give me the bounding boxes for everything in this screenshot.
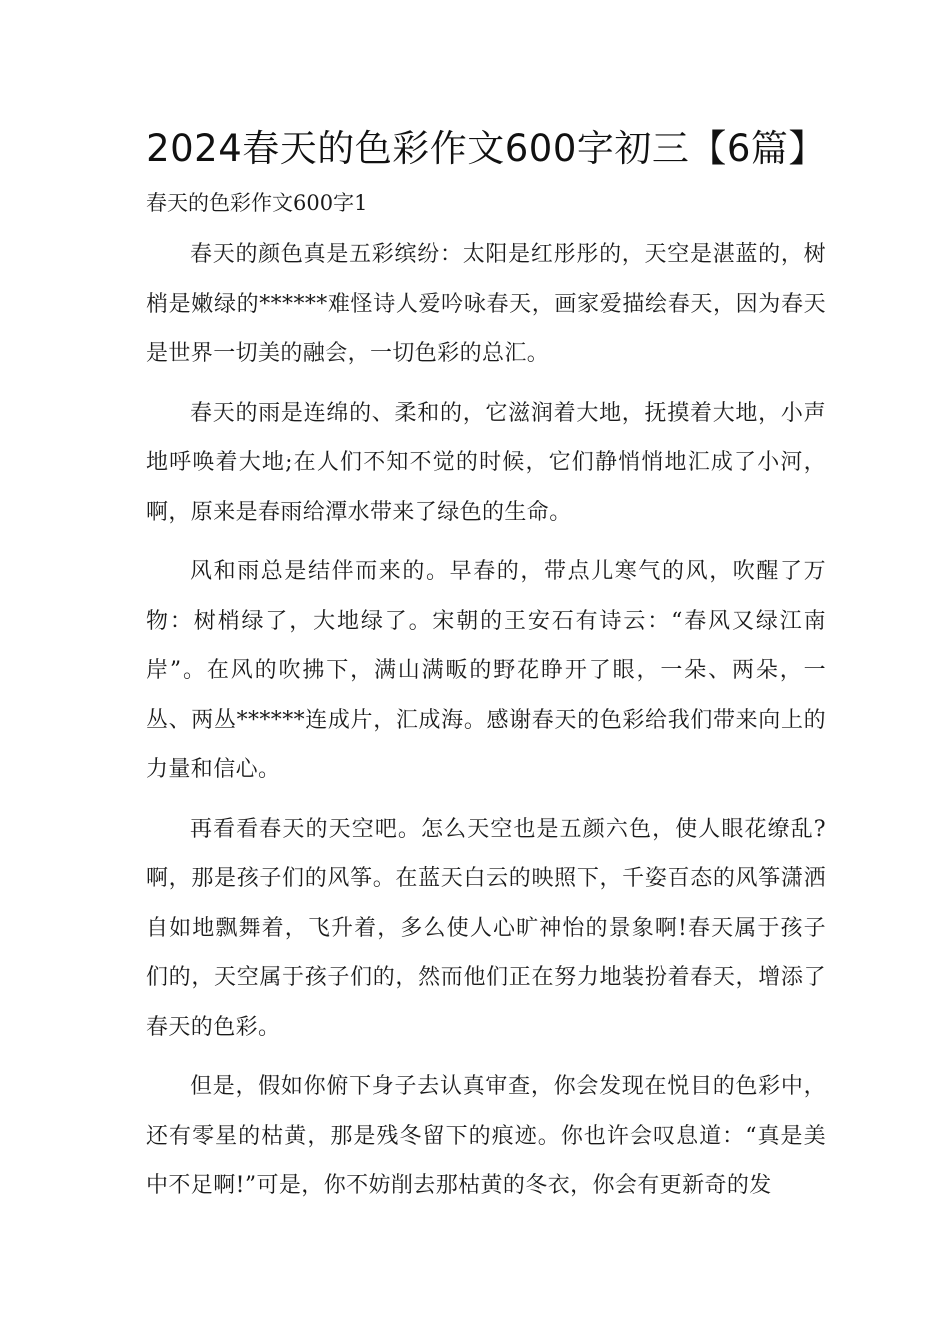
paragraph: 春天的雨是连绵的、柔和的，它滋润着大地，抚摸着大地，小声地呼唤着大地;在人们不知不觉的时候，它们静悄悄地汇成了小河，啊，原来是春雨给潭水带来了绿色的生命。 [146,400,826,525]
document-title: 2024春天的色彩作文600字初三【6篇】 [146,127,826,170]
document-page [146,126,826,1211]
paragraph: 风和雨总是结伴而来的。早春的，带点儿寒气的风，吹醒了万物：树梢绿了，大地绿了。宋朝的王安石有诗云：“春风又绿江南岸”。在风的吹拂下，满山满畈的野花睁开了眼，一朵、两朵，一丛、两丛******连成片，汇成海。感谢春天的色彩给我们带来向上的力量和信心。 [146,559,826,782]
paragraph: 但是，假如你俯下身子去认真审查，你会发现在悦目的色彩中，还有零星的枯黄，那是残冬留下的痕迹。你也许会叹息道：“真是美中不足啊!”可是，你不妨削去那枯黄的冬衣，你会有更新奇的发 [146,1074,826,1198]
paragraph: 春天的颜色真是五彩缤纷：太阳是红彤彤的，天空是湛蓝的，树梢是嫩绿的******难怪诗人爱吟咏春天，画家爱描绘春天，因为春天是世界一切美的融会，一切色彩的总汇。 [146,242,826,366]
section-heading: 春天的色彩作文600字1 [146,191,368,215]
paragraph: 再看看春天的天空吧。怎么天空也是五颜六色，使人眼花缭乱?啊，那是孩子们的风筝。在蓝天白云的映照下，千姿百态的风筝潇洒自如地飘舞着，飞升着，多么使人心旷神怡的景象啊!春天属于孩子们的，天空属于孩子们的，然而他们正在努力地装扮着春天，增添了春天的色彩。 [146,816,826,1040]
